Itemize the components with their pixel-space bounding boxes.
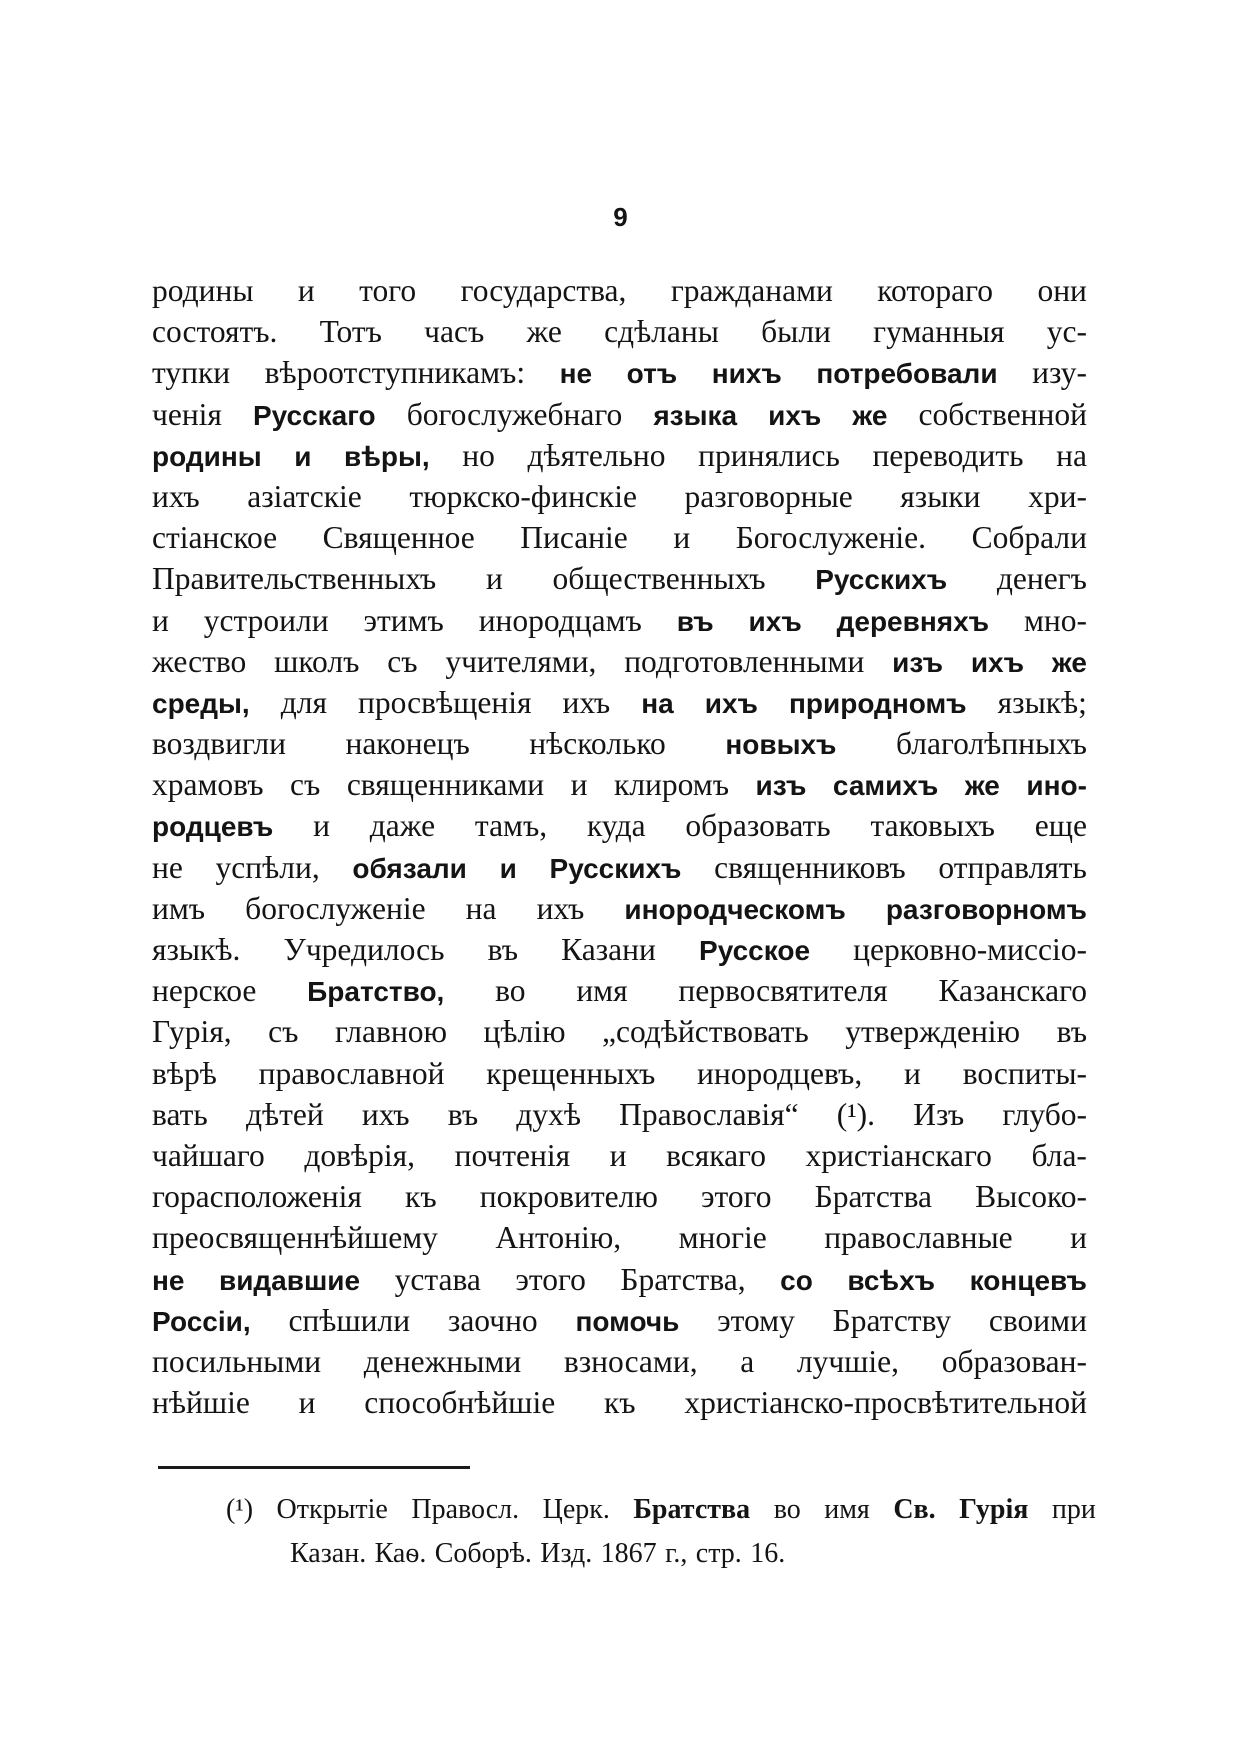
- word: всѣхъ: [847, 1264, 936, 1296]
- text-line: [152, 847, 1087, 888]
- word: успѣли,: [215, 849, 320, 885]
- word: Учредилось: [283, 932, 445, 967]
- word: Казанскаго: [938, 973, 1087, 1009]
- word: инородцамъ: [478, 602, 642, 638]
- word: 16.: [750, 1538, 786, 1569]
- word: 1867: [600, 1538, 657, 1569]
- word: инородцевъ,: [697, 1055, 863, 1091]
- word: языка: [653, 399, 738, 431]
- text-line: [152, 600, 1087, 641]
- word: не: [152, 1264, 185, 1296]
- word: храмовъ: [152, 767, 264, 803]
- word: они: [1037, 273, 1087, 308]
- word: своими: [988, 1302, 1087, 1338]
- word: съ: [387, 643, 418, 679]
- word: ихъ: [536, 890, 585, 926]
- word: при: [1051, 1494, 1096, 1525]
- word: богослужебнаго: [406, 396, 623, 432]
- word: ихъ: [768, 399, 822, 431]
- text-line: [152, 1300, 1087, 1341]
- word: стр.: [695, 1538, 742, 1569]
- word: новыхъ: [725, 729, 837, 761]
- word: среды,: [152, 687, 250, 719]
- word: же: [964, 770, 1000, 802]
- text-line: [152, 1217, 1087, 1258]
- word: разговорные: [684, 478, 853, 514]
- word: тамъ,: [474, 808, 548, 844]
- text-line: [152, 352, 1087, 393]
- word: концевъ: [969, 1264, 1087, 1296]
- word: устроили: [203, 602, 329, 638]
- text-line: [152, 682, 1087, 723]
- word: языкѣ;: [997, 684, 1087, 720]
- word: и: [313, 808, 330, 844]
- word: чайшаго: [152, 1137, 265, 1173]
- word: образован-: [941, 1343, 1087, 1379]
- word: отправлять: [938, 849, 1087, 885]
- word: отъ: [626, 358, 678, 390]
- word: не: [152, 849, 183, 885]
- word: Россіи,: [152, 1305, 251, 1337]
- word: состоятъ.: [152, 314, 278, 350]
- word: (¹).: [836, 1096, 876, 1132]
- word: со: [780, 1264, 813, 1296]
- word: съ: [290, 767, 321, 803]
- text-line: [152, 558, 1087, 599]
- word: первосвятителя: [678, 973, 888, 1009]
- word: этимъ: [363, 602, 444, 638]
- word: Гурія,: [152, 1014, 232, 1050]
- word: Правительственныхъ: [152, 561, 437, 597]
- word: Изъ: [913, 1096, 965, 1132]
- word: ус-: [1046, 314, 1087, 350]
- word: ихъ: [562, 684, 611, 720]
- word: вать: [152, 1096, 208, 1132]
- word: и: [485, 561, 503, 597]
- word: главною: [334, 1014, 447, 1050]
- text-line: [152, 970, 1087, 1011]
- word: государства,: [460, 273, 627, 308]
- word: крещенныхъ: [486, 1055, 656, 1091]
- word: нѣйшіе: [152, 1385, 250, 1421]
- text-line: [152, 764, 1087, 805]
- word: благолѣпныхъ: [896, 726, 1087, 762]
- word: наконецъ: [345, 726, 470, 762]
- word: родины: [152, 273, 254, 308]
- word: Собрали: [971, 520, 1087, 556]
- word: богослуженіе: [245, 890, 426, 926]
- word: Тотъ: [319, 314, 382, 350]
- word: и: [673, 520, 691, 556]
- text-line: [152, 517, 1087, 558]
- word: этого: [701, 1179, 772, 1215]
- word: ихъ: [152, 478, 200, 514]
- page-number: 9: [613, 202, 628, 232]
- word: учителями,: [445, 643, 597, 679]
- word: переводить: [872, 437, 1024, 473]
- word: посильными: [152, 1343, 322, 1379]
- text-line: [152, 723, 1087, 764]
- text-line: [152, 270, 1087, 311]
- text-line: [152, 1053, 1087, 1094]
- word: имъ: [152, 890, 206, 926]
- word: г.,: [665, 1538, 688, 1569]
- word: и: [294, 440, 312, 472]
- word: духѣ: [516, 1096, 581, 1132]
- word: всякаго: [666, 1137, 766, 1173]
- word: хри-: [1028, 478, 1087, 514]
- word: вѣры,: [344, 440, 430, 472]
- word: котораго: [877, 273, 994, 308]
- word: общественныхъ: [552, 561, 766, 597]
- word: нерское: [152, 973, 257, 1009]
- word: Братству: [832, 1302, 952, 1338]
- word: таковыхъ: [870, 808, 995, 844]
- word: и: [904, 1055, 921, 1091]
- word: этому: [717, 1302, 795, 1338]
- word: Высоко-: [975, 1179, 1087, 1215]
- word: Соборѣ.: [434, 1538, 532, 1569]
- word: во: [773, 1494, 801, 1525]
- word: и: [609, 1137, 627, 1173]
- word: стіанское: [152, 520, 278, 556]
- word: въ: [487, 932, 519, 967]
- word: азіатскіе: [247, 478, 362, 514]
- word: заочно: [447, 1302, 538, 1338]
- word: Братства: [814, 1179, 933, 1215]
- word: лучшіе,: [796, 1343, 900, 1379]
- word: утвержденію: [845, 1014, 1021, 1050]
- word: православной: [258, 1055, 445, 1091]
- text-line: [152, 1341, 1087, 1382]
- word: Св.: [893, 1494, 936, 1525]
- word: были: [761, 314, 831, 350]
- word: жество: [152, 643, 247, 679]
- footnote-divider: [158, 1466, 470, 1469]
- text-line: [152, 476, 1087, 517]
- text-line: [152, 1382, 1087, 1423]
- word: Русскихъ: [549, 852, 682, 884]
- word: и: [570, 767, 588, 803]
- word: Гурія: [959, 1494, 1029, 1525]
- word: Изд.: [540, 1538, 593, 1569]
- word: „содѣйствовать: [602, 1014, 809, 1050]
- word: Казан.: [290, 1538, 367, 1569]
- word: христіанскаго: [805, 1137, 992, 1173]
- footnote-line: [290, 1532, 1096, 1576]
- word: сдѣланы: [604, 314, 719, 350]
- text-line: [152, 805, 1087, 846]
- word: Открытіе: [276, 1494, 388, 1525]
- word: просвѣщенія: [358, 684, 532, 720]
- text-line: [152, 641, 1087, 682]
- word: принялись: [698, 437, 840, 473]
- word: дѣятельно: [527, 437, 666, 473]
- word: преосвященнѣйшему: [152, 1220, 438, 1256]
- word: нихъ: [711, 358, 782, 390]
- word: способнѣйшіе: [364, 1385, 556, 1421]
- word: самихъ: [832, 770, 939, 802]
- word: того: [359, 273, 417, 308]
- word: на: [1056, 437, 1087, 473]
- word: покровителю: [479, 1179, 658, 1215]
- word: (¹): [226, 1494, 254, 1525]
- word: языкѣ.: [152, 932, 241, 967]
- text-line: [152, 1259, 1087, 1300]
- text-line: [152, 929, 1087, 970]
- word: священниковъ: [714, 849, 906, 885]
- word: вѣрѣ: [152, 1055, 217, 1091]
- text-line: [152, 1135, 1087, 1176]
- word: еще: [1034, 808, 1087, 844]
- word: нѣсколько: [529, 726, 666, 762]
- word: Православія“: [619, 1096, 799, 1132]
- word: и: [1070, 1220, 1087, 1256]
- word: многіе: [678, 1220, 767, 1256]
- word: деревняхъ: [836, 605, 990, 637]
- word: Русское: [699, 935, 811, 966]
- word: бла-: [1031, 1137, 1087, 1173]
- word: же: [1051, 646, 1087, 678]
- word: клиромъ: [614, 767, 730, 803]
- word: церковно-миссіо-: [853, 932, 1087, 967]
- word: цѣлію: [483, 1014, 566, 1050]
- word: ихъ: [970, 646, 1025, 678]
- word: почтенія: [454, 1137, 571, 1173]
- word: дѣтей: [245, 1096, 324, 1132]
- text-line: [152, 394, 1087, 435]
- word: ихъ: [361, 1096, 410, 1132]
- word: спѣшили: [288, 1302, 411, 1338]
- word: Братства,: [620, 1261, 746, 1297]
- word: часъ: [424, 314, 485, 350]
- word: Каѳ.: [374, 1538, 427, 1569]
- word: довѣрія,: [304, 1137, 416, 1173]
- word: но: [462, 437, 495, 473]
- word: Русскихъ: [815, 564, 948, 596]
- word: образовать: [685, 808, 831, 844]
- word: денегъ: [996, 561, 1087, 597]
- footnote: [226, 1488, 1096, 1576]
- word: въ: [447, 1096, 479, 1132]
- word: ихъ: [704, 687, 758, 719]
- text-line: [152, 888, 1087, 929]
- word: собственной: [918, 396, 1087, 432]
- word: ино-: [1026, 770, 1087, 802]
- word: въ: [1056, 1014, 1087, 1050]
- text-line: [152, 1011, 1087, 1052]
- word: ченія: [152, 396, 222, 432]
- word: этого: [515, 1261, 586, 1297]
- word: взносами,: [563, 1343, 698, 1379]
- word: въ: [676, 605, 714, 637]
- word: Казани: [561, 932, 656, 967]
- word: воспиты-: [962, 1055, 1087, 1091]
- word: вѣроотступникамъ:: [264, 355, 526, 391]
- word: Церк.: [542, 1494, 610, 1525]
- word: во: [495, 973, 526, 1009]
- word: православные: [824, 1220, 1013, 1256]
- word: и: [152, 602, 169, 638]
- word: изу-: [1032, 355, 1087, 391]
- word: же: [852, 399, 888, 431]
- word: языки: [900, 478, 981, 514]
- word: горасположенія: [152, 1179, 362, 1215]
- word: устава: [394, 1261, 481, 1297]
- word: къ: [405, 1179, 437, 1215]
- text-line: [152, 1094, 1087, 1135]
- word: обязали: [352, 852, 467, 884]
- main-text: [152, 270, 1087, 1423]
- word: и: [298, 1385, 316, 1421]
- text-line: [152, 311, 1087, 352]
- word: Богослуженіе.: [735, 520, 927, 556]
- word: видавшие: [218, 1264, 361, 1296]
- text-line: [152, 435, 1087, 476]
- word: Писаніе: [520, 520, 628, 556]
- footnote-line: [226, 1488, 1096, 1532]
- word: съ: [268, 1014, 299, 1050]
- word: на: [465, 890, 497, 926]
- word: священниками: [346, 767, 545, 803]
- word: родины: [152, 440, 262, 472]
- word: изъ: [892, 646, 944, 678]
- word: денежными: [363, 1343, 522, 1379]
- word: изъ: [755, 770, 807, 802]
- word: глубо-: [1002, 1096, 1087, 1132]
- word: инородческомъ: [624, 893, 846, 925]
- word: ихъ: [748, 605, 802, 637]
- word: Правосл.: [411, 1494, 520, 1525]
- word: гражданами: [670, 273, 833, 308]
- word: потребовали: [816, 358, 998, 390]
- word: Братства: [633, 1494, 751, 1525]
- word: имя: [824, 1494, 870, 1525]
- word: а: [740, 1343, 755, 1379]
- word: подготовленными: [624, 643, 865, 679]
- word: куда: [586, 808, 646, 844]
- word: же: [526, 314, 562, 350]
- word: на: [641, 687, 674, 719]
- word: даже: [369, 808, 436, 844]
- word: тупки: [152, 355, 231, 391]
- text-line: [152, 1176, 1087, 1217]
- word: разговорномъ: [885, 893, 1087, 925]
- word: воздвигли: [152, 726, 286, 762]
- word: родцевъ: [152, 811, 274, 843]
- word: къ: [603, 1385, 636, 1421]
- word: и: [499, 852, 517, 884]
- word: природномъ: [788, 687, 967, 719]
- word: Священное: [322, 520, 475, 556]
- word: мно-: [1023, 602, 1087, 638]
- word: тюркско-финскіе: [409, 478, 637, 514]
- word: Братство,: [307, 976, 445, 1008]
- word: школъ: [274, 643, 360, 679]
- word: не: [559, 358, 593, 390]
- word: Антонію,: [495, 1220, 622, 1256]
- word: и: [297, 273, 315, 308]
- word: имя: [576, 973, 628, 1009]
- word: для: [280, 684, 327, 720]
- word: Русскаго: [252, 399, 376, 431]
- word: гуманныя: [873, 314, 1005, 350]
- word: христіанско-просвѣтительной: [684, 1385, 1087, 1421]
- word: помочь: [575, 1305, 680, 1337]
